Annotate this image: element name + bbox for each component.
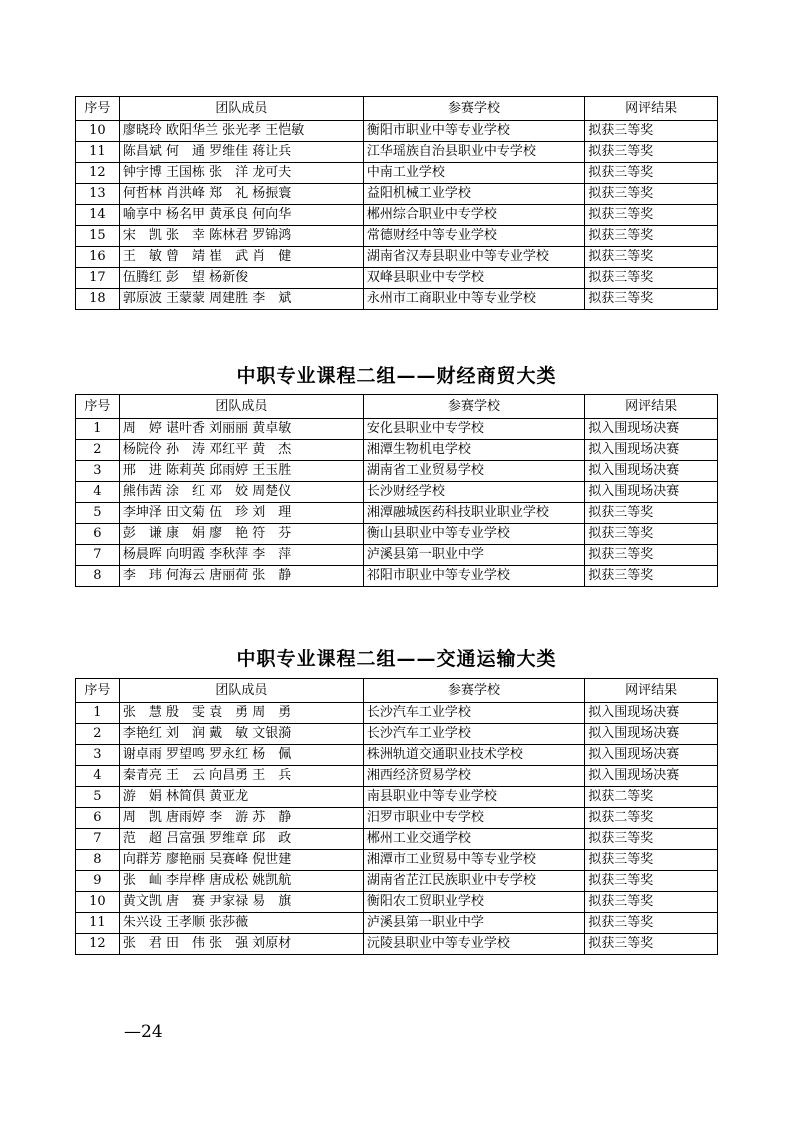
cell-seq: 4	[76, 482, 120, 503]
cell-members: 熊伟茜 涂 红 邓 姣 周楚仪	[119, 482, 363, 503]
results-table-continued	[75, 96, 718, 310]
cell-school: 常德财经中等专业学校	[363, 226, 584, 247]
header-result: 网评结果	[585, 395, 718, 419]
cell-school: 湘潭市工业贸易中等专业学校	[363, 850, 584, 871]
cell-members: 钟宇博 王国栋 张 洋 龙可夫	[119, 163, 363, 184]
cell-members: 谢卓雨 罗望鸣 罗永红 杨 佩	[119, 745, 363, 766]
cell-result: 拟获二等奖	[585, 787, 718, 808]
header-seq: 序号	[76, 679, 120, 703]
cell-seq: 16	[76, 247, 120, 268]
cell-members: 朱兴设 王孝顺 张莎薇	[119, 913, 363, 934]
table-row	[76, 440, 718, 461]
table-row	[76, 745, 718, 766]
table-row	[76, 524, 718, 545]
cell-seq: 12	[76, 163, 120, 184]
table-header-row	[76, 679, 718, 703]
cell-result: 拟获三等奖	[585, 934, 718, 955]
cell-members: 秦青亮 王 云 向昌勇 王 兵	[119, 766, 363, 787]
cell-members: 杨院伶 孙 涛 邓红平 黄 杰	[119, 440, 363, 461]
cell-result: 拟获三等奖	[585, 247, 718, 268]
table-row	[76, 482, 718, 503]
cell-result: 拟获三等奖	[585, 226, 718, 247]
cell-school: 郴州综合职业中专学校	[363, 205, 584, 226]
cell-members: 李艳红 刘 润 戴 敏 文银漪	[119, 724, 363, 745]
table-row	[76, 268, 718, 289]
cell-school: 沅陵县职业中等专业学校	[363, 934, 584, 955]
cell-result: 拟获三等奖	[585, 184, 718, 205]
cell-school: 衡山县职业中等专业学校	[363, 524, 584, 545]
cell-result: 拟获三等奖	[585, 268, 718, 289]
cell-seq: 11	[76, 142, 120, 163]
section-title-finance-trade: 中职专业课程二组——财经商贸大类	[236, 365, 557, 387]
cell-seq: 9	[76, 871, 120, 892]
table-row	[76, 184, 718, 205]
table-row	[76, 419, 718, 440]
cell-seq: 7	[76, 545, 120, 566]
cell-result: 拟入围现场决赛	[585, 461, 718, 482]
cell-school: 江华瑶族自治县职业中专学校	[363, 142, 584, 163]
table-row	[76, 724, 718, 745]
table-row	[76, 247, 718, 268]
cell-members: 周 凯 唐雨婷 李 游 苏 静	[119, 808, 363, 829]
cell-members: 周 婷 谌叶香 刘丽丽 黄卓敏	[119, 419, 363, 440]
cell-seq: 1	[76, 419, 120, 440]
cell-school: 长沙汽车工业学校	[363, 724, 584, 745]
table-row	[76, 566, 718, 587]
cell-seq: 1	[76, 703, 120, 724]
cell-members: 游 娟 林简倶 黄亚龙	[119, 787, 363, 808]
table-row	[76, 461, 718, 482]
table-row	[76, 913, 718, 934]
cell-seq: 2	[76, 724, 120, 745]
cell-members: 陈昌斌 何 通 罗维佳 蒋让兵	[119, 142, 363, 163]
cell-seq: 14	[76, 205, 120, 226]
table-row	[76, 787, 718, 808]
table-row	[76, 808, 718, 829]
cell-school: 安化县职业中专学校	[363, 419, 584, 440]
cell-seq: 4	[76, 766, 120, 787]
cell-members: 范 超 吕富强 罗维章 邱 政	[119, 829, 363, 850]
table-row	[76, 503, 718, 524]
cell-result: 拟获三等奖	[585, 205, 718, 226]
cell-seq: 6	[76, 808, 120, 829]
table-header-row	[76, 395, 718, 419]
cell-members: 王 敏 曾 靖 崔 武 肖 健	[119, 247, 363, 268]
cell-seq: 10	[76, 121, 120, 142]
cell-result: 拟获三等奖	[585, 121, 718, 142]
page-number: —24	[124, 1022, 163, 1042]
cell-result: 拟获三等奖	[585, 503, 718, 524]
header-result: 网评结果	[585, 679, 718, 703]
cell-school: 祁阳市职业中等专业学校	[363, 566, 584, 587]
cell-seq: 11	[76, 913, 120, 934]
table-row	[76, 871, 718, 892]
table-row	[76, 289, 718, 310]
table-header-row	[76, 97, 718, 121]
cell-result: 拟获三等奖	[585, 545, 718, 566]
table-row	[76, 892, 718, 913]
cell-school: 湖南省工业贸易学校	[363, 461, 584, 482]
table-row	[76, 850, 718, 871]
table-row	[76, 226, 718, 247]
cell-seq: 8	[76, 850, 120, 871]
cell-seq: 12	[76, 934, 120, 955]
cell-result: 拟获三等奖	[585, 163, 718, 184]
cell-school: 泸溪县第一职业中学	[363, 913, 584, 934]
cell-seq: 13	[76, 184, 120, 205]
table-row	[76, 703, 718, 724]
cell-members: 伍腾红 彭 望 杨新俊	[119, 268, 363, 289]
cell-school: 双峰县职业中专学校	[363, 268, 584, 289]
table-row	[76, 934, 718, 955]
header-seq: 序号	[76, 395, 120, 419]
cell-school: 郴州工业交通学校	[363, 829, 584, 850]
cell-members: 向群芳 廖艳丽 吴赛峰 倪世建	[119, 850, 363, 871]
cell-members: 郭原波 王蒙蒙 周建胜 李 斌	[119, 289, 363, 310]
cell-members: 张 屾 李岸桦 唐成松 姚凯航	[119, 871, 363, 892]
cell-result: 拟获三等奖	[585, 892, 718, 913]
cell-result: 拟入围现场决赛	[585, 482, 718, 503]
cell-result: 拟入围现场决赛	[585, 440, 718, 461]
cell-school: 泸溪县第一职业中学	[363, 545, 584, 566]
cell-result: 拟入围现场决赛	[585, 703, 718, 724]
cell-members: 李 玮 何海云 唐丽荷 张 静	[119, 566, 363, 587]
cell-members: 宋 凯 张 幸 陈林君 罗锦鸿	[119, 226, 363, 247]
cell-members: 黄文凯 唐 赛 尹家禄 易 旗	[119, 892, 363, 913]
cell-result: 拟获二等奖	[585, 808, 718, 829]
cell-seq: 17	[76, 268, 120, 289]
cell-result: 拟获三等奖	[585, 566, 718, 587]
cell-school: 湘潭生物机电学校	[363, 440, 584, 461]
table-row	[76, 142, 718, 163]
cell-members: 廖晓玲 欧阳华兰 张光孝 王恺敏	[119, 121, 363, 142]
cell-seq: 8	[76, 566, 120, 587]
header-school: 参赛学校	[363, 679, 584, 703]
cell-result: 拟获三等奖	[585, 142, 718, 163]
cell-school: 湖南省汉寿县职业中等专业学校	[363, 247, 584, 268]
cell-seq: 10	[76, 892, 120, 913]
cell-members: 邢 进 陈莉英 邱雨婷 王玉胜	[119, 461, 363, 482]
cell-seq: 6	[76, 524, 120, 545]
cell-seq: 7	[76, 829, 120, 850]
cell-seq: 18	[76, 289, 120, 310]
cell-school: 汨罗市职业中专学校	[363, 808, 584, 829]
cell-members: 何哲林 肖洪峰 郑 礼 杨振寰	[119, 184, 363, 205]
cell-seq: 5	[76, 503, 120, 524]
cell-seq: 2	[76, 440, 120, 461]
cell-school: 株洲轨道交通职业技术学校	[363, 745, 584, 766]
cell-result: 拟入围现场决赛	[585, 745, 718, 766]
results-table-finance-trade	[75, 394, 718, 587]
table-row	[76, 829, 718, 850]
table-row	[76, 205, 718, 226]
cell-members: 张 君 田 伟 张 强 刘原材	[119, 934, 363, 955]
cell-school: 湘潭融城医药科技职业职业学校	[363, 503, 584, 524]
cell-members: 李坤泽 田文菊 伍 珍 刘 理	[119, 503, 363, 524]
cell-school: 南县职业中等专业学校	[363, 787, 584, 808]
cell-seq: 3	[76, 461, 120, 482]
cell-result: 拟获三等奖	[585, 829, 718, 850]
cell-school: 永州市工商职业中等专业学校	[363, 289, 584, 310]
header-members: 团队成员	[119, 679, 363, 703]
cell-result: 拟获三等奖	[585, 289, 718, 310]
cell-seq: 5	[76, 787, 120, 808]
results-table-transportation	[75, 678, 718, 955]
table-row	[76, 766, 718, 787]
table-row	[76, 163, 718, 184]
cell-result: 拟获三等奖	[585, 524, 718, 545]
cell-members: 彭 谦 康 娟 廖 艳 符 芬	[119, 524, 363, 545]
cell-seq: 3	[76, 745, 120, 766]
cell-result: 拟入围现场决赛	[585, 766, 718, 787]
section-title-transportation: 中职专业课程二组——交通运输大类	[236, 648, 557, 670]
header-result: 网评结果	[585, 97, 718, 121]
cell-school: 湘西经济贸易学校	[363, 766, 584, 787]
cell-members: 张 慧 殷 雯 袁 勇 周 勇	[119, 703, 363, 724]
cell-result: 拟入围现场决赛	[585, 419, 718, 440]
cell-result: 拟获三等奖	[585, 871, 718, 892]
cell-seq: 15	[76, 226, 120, 247]
header-school: 参赛学校	[363, 97, 584, 121]
cell-school: 湖南省芷江民族职业中专学校	[363, 871, 584, 892]
cell-members: 喻享中 杨名甲 黄承良 何向华	[119, 205, 363, 226]
cell-school: 衡阳农工贸职业学校	[363, 892, 584, 913]
table-row	[76, 121, 718, 142]
header-school: 参赛学校	[363, 395, 584, 419]
cell-members: 杨晨晖 向明霞 李秋萍 李 萍	[119, 545, 363, 566]
header-members: 团队成员	[119, 97, 363, 121]
header-members: 团队成员	[119, 395, 363, 419]
table-row	[76, 545, 718, 566]
cell-result: 拟获三等奖	[585, 913, 718, 934]
cell-school: 长沙财经学校	[363, 482, 584, 503]
cell-school: 长沙汽车工业学校	[363, 703, 584, 724]
header-seq: 序号	[76, 97, 120, 121]
cell-school: 益阳机械工业学校	[363, 184, 584, 205]
cell-result: 拟入围现场决赛	[585, 724, 718, 745]
cell-result: 拟获三等奖	[585, 850, 718, 871]
cell-school: 衡阳市职业中等专业学校	[363, 121, 584, 142]
cell-school: 中南工业学校	[363, 163, 584, 184]
